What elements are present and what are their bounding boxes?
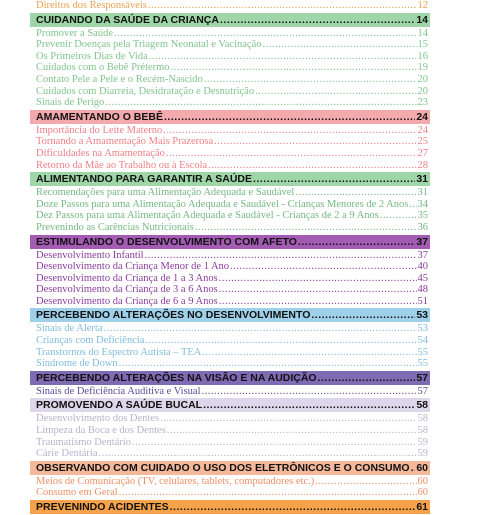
toc-section — [30, 461, 430, 499]
section-title: PERCEBENDO ALTERAÇÕES NO DESENVOLVIMENTO — [36, 309, 311, 322]
leader-dots — [167, 425, 417, 437]
toc-entry[interactable] — [36, 97, 428, 109]
section-page-number: 57 — [416, 371, 428, 384]
entry-title: Transtornos do Espectro Autista – TEA — [36, 346, 202, 358]
leader-dots — [203, 398, 415, 412]
section-items — [30, 386, 430, 398]
entry-title: Doze Passos para uma Alimentação Adequada e Saudável - Crianças Menores de 2 Anos — [36, 198, 409, 210]
toc-entry[interactable] — [36, 0, 428, 12]
entry-page-number: 14 — [417, 27, 428, 39]
leader-dots — [171, 62, 417, 74]
leader-dots — [220, 13, 415, 27]
entry-title: Cuidados com o Bebê Prétermo — [36, 62, 170, 74]
section-page-number: 58 — [416, 399, 428, 412]
entry-page-number: 20 — [417, 85, 428, 97]
entry-title: Desenvolvimento da Criança Menor de 1 Ano — [36, 261, 230, 273]
leader-dots — [170, 500, 416, 514]
section-heading[interactable] — [30, 500, 430, 514]
entry-page-number: 57 — [417, 385, 428, 397]
toc-section — [30, 500, 430, 514]
toc-entry[interactable] — [36, 437, 428, 449]
toc-entry[interactable] — [36, 284, 428, 296]
entry-page-number: 53 — [417, 323, 428, 335]
entry-page-number: 31 — [417, 187, 428, 199]
toc-section — [30, 0, 430, 12]
section-items — [30, 476, 430, 499]
entry-title: Limpeza da Boca e dos Dentes — [36, 425, 166, 437]
toc-entry[interactable] — [36, 413, 428, 425]
leader-dots — [208, 160, 416, 172]
toc-entry[interactable] — [36, 187, 428, 199]
toc-entry[interactable] — [36, 74, 428, 86]
leader-dots — [311, 308, 415, 322]
section-heading[interactable] — [30, 371, 430, 385]
entry-page-number: 36 — [417, 221, 428, 233]
entry-title: Sinais de Alerta — [36, 323, 103, 335]
entry-page-number: 55 — [417, 358, 428, 370]
entry-page-number: 60 — [417, 487, 428, 499]
leader-dots — [148, 0, 417, 12]
leader-dots — [204, 74, 417, 86]
toc-section — [30, 398, 430, 459]
leader-dots — [262, 39, 416, 51]
leader-dots — [295, 187, 416, 199]
leader-dots — [253, 172, 415, 186]
entry-page-number: 23 — [417, 97, 428, 109]
toc-section — [30, 172, 430, 233]
section-title: PROMOVENDO A SAÚDE BUCAL — [36, 399, 203, 412]
section-title: PREVENINDO ACIDENTES — [36, 501, 169, 513]
section-items — [30, 413, 430, 459]
entry-title: Contato Pele a Pele e o Recém-Nascido — [36, 73, 203, 85]
table-of-contents — [30, 0, 430, 515]
entry-page-number: 35 — [417, 210, 428, 222]
entry-page-number: 27 — [417, 147, 428, 159]
leader-dots — [219, 284, 417, 296]
toc-entry[interactable] — [36, 261, 428, 273]
section-items — [30, 187, 430, 233]
entry-page-number: 51 — [417, 295, 428, 307]
toc-entry[interactable] — [36, 222, 428, 234]
entry-title: Recomendações para uma Alimentação Adequada e Saudável — [36, 187, 295, 199]
leader-dots — [104, 323, 417, 335]
entry-page-number: 40 — [417, 261, 428, 273]
entry-title: Meios de Comunicação (TV, celulares, tablets, computadores etc.) — [36, 475, 315, 487]
entry-page-number: 55 — [417, 346, 428, 358]
section-heading[interactable] — [30, 398, 430, 412]
section-heading[interactable] — [30, 308, 430, 322]
entry-title: Síndrome de Down — [36, 358, 118, 370]
leader-dots — [315, 476, 416, 488]
toc-entry[interactable] — [36, 160, 428, 172]
entry-title: Cuidados com Diarreia, Desidratação e Desnutrição — [36, 85, 255, 97]
section-page-number: 61 — [416, 501, 428, 513]
leader-dots — [114, 28, 417, 40]
entry-page-number: 24 — [417, 124, 428, 136]
leader-dots — [230, 261, 416, 273]
toc-entry[interactable] — [36, 386, 428, 398]
entry-title: Dificuldades na Amamentação — [36, 147, 165, 159]
leader-dots — [166, 148, 417, 160]
entry-title: Importância do Leite Materno — [36, 124, 163, 136]
entry-page-number: 59 — [417, 436, 428, 448]
entry-title: Desenvolvimento dos Dentes — [36, 413, 160, 425]
leader-dots — [164, 110, 415, 124]
toc-entry[interactable] — [36, 136, 428, 148]
toc-entry[interactable] — [36, 62, 428, 74]
toc-entry[interactable] — [36, 28, 428, 40]
entry-title: Prevenindo as Carências Nutricionais — [36, 221, 194, 233]
entry-title: Crianças com Deficiência — [36, 335, 145, 347]
section-page-number: 24 — [416, 110, 428, 123]
entry-title: Sinais de Deficiência Auditiva e Visual — [36, 385, 201, 397]
toc-entry[interactable] — [36, 250, 428, 262]
leader-dots — [195, 222, 417, 234]
leader-dots — [145, 250, 417, 262]
section-heading[interactable] — [30, 461, 430, 475]
entry-title: Sinais de Perigo — [36, 97, 105, 109]
entry-page-number: 37 — [417, 249, 428, 261]
section-page-number: 60 — [416, 461, 428, 474]
toc-entry[interactable] — [36, 199, 428, 211]
toc-entry[interactable] — [36, 487, 428, 499]
entry-title: Dez Passos para uma Alimentação Adequada e Saudável - Crianças de 2 a 9 Anos — [36, 210, 379, 222]
section-items — [30, 0, 430, 12]
entry-page-number: 25 — [417, 136, 428, 148]
section-title: OBSERVANDO COM CUIDADO O USO DOS ELETRÔNICOS E O CONSUMO — [36, 461, 410, 474]
leader-dots — [380, 210, 417, 222]
leader-dots — [105, 97, 416, 109]
toc-entry[interactable] — [36, 86, 428, 98]
toc-section — [30, 13, 430, 109]
leader-dots — [219, 296, 417, 308]
leader-dots — [219, 273, 417, 285]
leader-dots — [411, 461, 416, 475]
leader-dots — [298, 235, 415, 249]
entry-title: Traumatismo Dentário — [36, 436, 131, 448]
section-heading[interactable] — [30, 13, 430, 27]
leader-dots — [149, 51, 417, 63]
section-title: ALIMENTANDO PARA GARANTIR A SAÚDE — [36, 173, 253, 186]
toc-entry[interactable] — [36, 210, 428, 222]
toc-entry[interactable] — [36, 358, 428, 370]
toc-entry[interactable] — [36, 125, 428, 137]
toc-entry[interactable] — [36, 448, 428, 460]
entry-page-number: 28 — [417, 159, 428, 171]
section-items — [30, 250, 430, 308]
leader-dots — [409, 199, 416, 211]
section-heading[interactable] — [30, 172, 430, 186]
leader-dots — [255, 86, 416, 98]
entry-title: Desenvolvimento da Criança de 3 a 6 Anos — [36, 284, 218, 296]
leader-dots — [202, 386, 417, 398]
entry-title: Cárie Dentária — [36, 448, 98, 460]
leader-dots — [214, 136, 416, 148]
toc-entry[interactable] — [36, 476, 428, 488]
leader-dots — [132, 437, 417, 449]
toc-entry[interactable] — [36, 296, 428, 308]
section-page-number: 14 — [416, 13, 428, 26]
toc-entry[interactable] — [36, 425, 428, 437]
toc-entry[interactable] — [36, 51, 428, 63]
entry-title: Desenvolvimento da Criança de 1 a 3 Anos — [36, 272, 218, 284]
section-items — [30, 323, 430, 369]
leader-dots — [119, 487, 417, 499]
section-page-number: 37 — [416, 235, 428, 248]
toc-entry[interactable] — [36, 335, 428, 347]
entry-page-number: 58 — [417, 425, 428, 437]
section-page-number: 31 — [416, 173, 428, 186]
entry-title: Desenvolvimento Infantil — [36, 249, 144, 261]
entry-title: Consumo em Geral — [36, 487, 118, 499]
section-page-number: 53 — [416, 309, 428, 322]
section-items — [30, 125, 430, 171]
toc-section — [30, 235, 430, 308]
entry-page-number: 19 — [417, 62, 428, 74]
entry-page-number: 59 — [417, 448, 428, 460]
toc-section — [30, 371, 430, 398]
section-items — [30, 28, 430, 109]
entry-page-number: 34 — [417, 198, 428, 210]
toc-entry[interactable] — [36, 273, 428, 285]
entry-page-number: 58 — [417, 413, 428, 425]
entry-page-number: 48 — [417, 284, 428, 296]
toc-section — [30, 110, 430, 171]
leader-dots — [318, 371, 416, 385]
section-title: PERCEBENDO ALTERAÇÕES NA VISÃO E NA AUDIÇÃO — [36, 371, 317, 384]
entry-title: Desenvolvimento da Criança de 6 a 9 Anos — [36, 295, 218, 307]
section-heading[interactable] — [30, 235, 430, 249]
entry-page-number: 12 — [417, 0, 428, 11]
entry-page-number: 60 — [417, 475, 428, 487]
entry-title: Retorno da Mãe ao Trabalho ou à Escola — [36, 159, 208, 171]
leader-dots — [202, 347, 416, 359]
section-title: ESTIMULANDO O DESENVOLVIMENTO COM AFETO — [36, 235, 297, 248]
entry-title: Promover a Saúde — [36, 27, 113, 39]
entry-title: Os Primeiros Dias de Vida — [36, 50, 148, 62]
entry-page-number: 54 — [417, 335, 428, 347]
leader-dots — [145, 335, 416, 347]
entry-page-number: 15 — [417, 39, 428, 51]
section-title: AMAMENTANDO O BEBÊ — [36, 110, 163, 123]
leader-dots — [119, 358, 417, 370]
leader-dots — [163, 125, 416, 137]
entry-title: Tornando a Amamentação Mais Prazerosa — [36, 136, 214, 148]
toc-entry[interactable] — [36, 39, 428, 51]
entry-title: Prevenir Doenças pela Triagem Neonatal e Vacinação — [36, 39, 262, 51]
toc-section — [30, 308, 430, 369]
toc-entry[interactable] — [36, 323, 428, 335]
toc-entry[interactable] — [36, 347, 428, 359]
section-title: CUIDANDO DA SAÚDE DA CRIANÇA — [36, 13, 219, 26]
leader-dots — [160, 413, 416, 425]
entry-title: Direitos dos Responsáveis — [36, 0, 147, 11]
section-heading[interactable] — [30, 110, 430, 124]
leader-dots — [99, 448, 417, 460]
entry-page-number: 45 — [417, 272, 428, 284]
toc-entry[interactable] — [36, 148, 428, 160]
entry-page-number: 16 — [417, 50, 428, 62]
entry-page-number: 20 — [417, 73, 428, 85]
